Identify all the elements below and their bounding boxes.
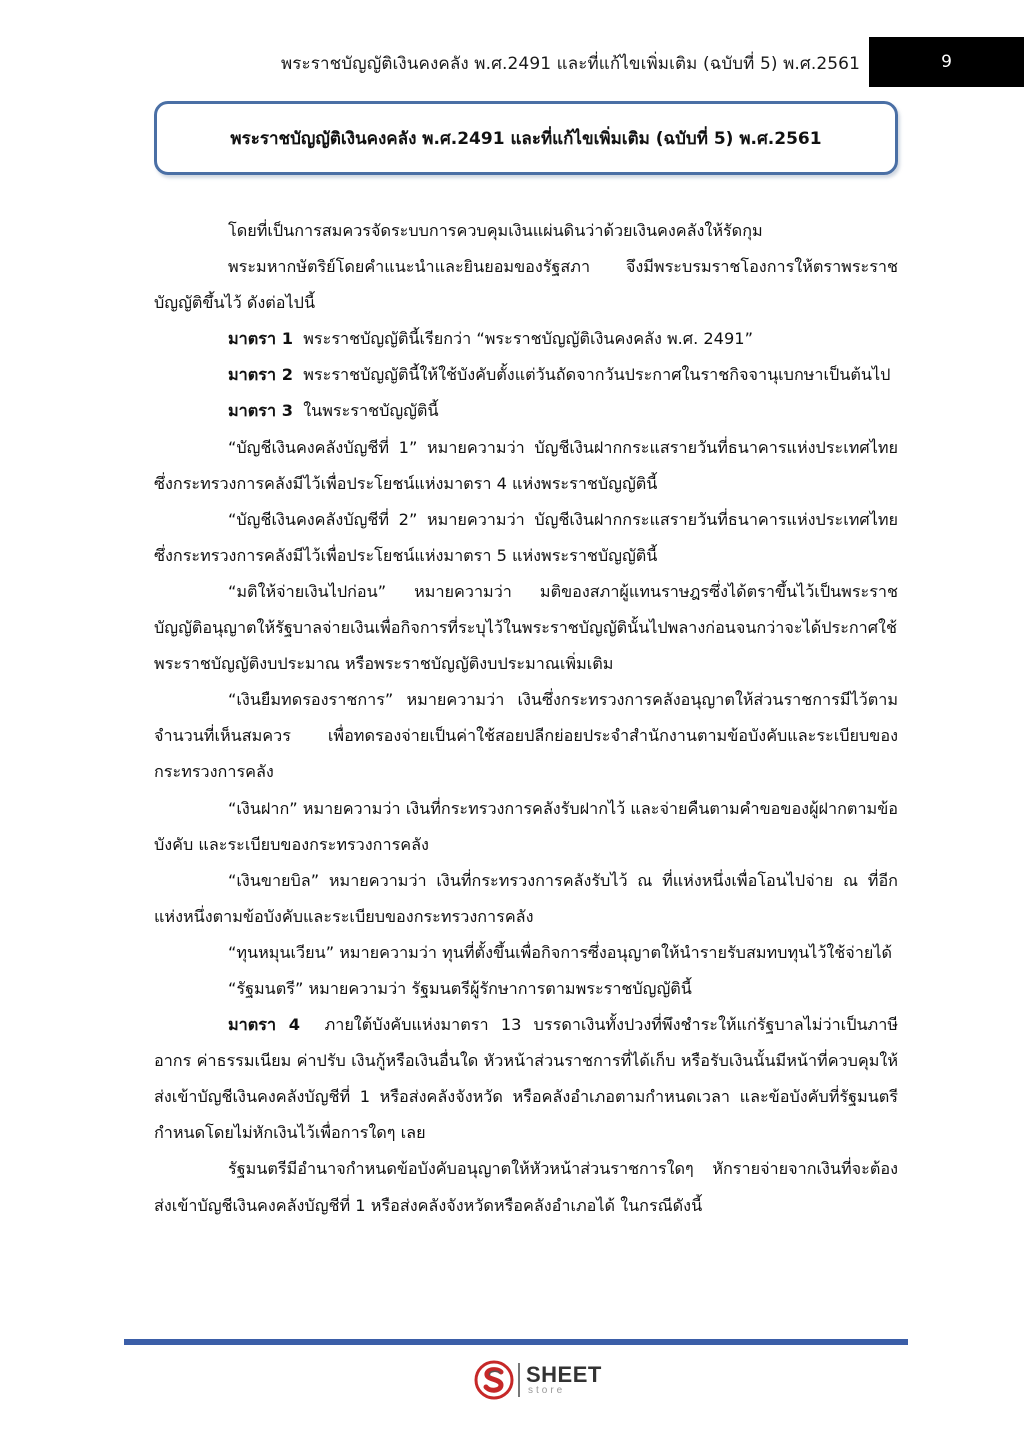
definition: “บัญชีเงินคงคลังบัญชีที่ 1” หมายความว่า บัญชีเงินฝากกระแสรายวันที่ธนาคารแห่งประเทศไทย ซึ่งกระทรวงการคลังมีไว้เพื่อประโยชน์แห่งมาตรา 4 แห่งพระราชบัญญัตินี้ xyxy=(154,437,898,493)
paragraph-exemption: รัฐมนตรีมีอำนาจกำหนดข้อบังคับอนุญาตให้หัวหน้าส่วนราชการใดๆ หักรายจ่ายจากเงินที่จะต้องส่งเข้าบัญชีเงินคงคลังบัญชีที่ 1 หรือส่งคลังจังหวัดหรือคลังอำเภอได้ ในกรณีดังนี้ xyxy=(154,1159,898,1215)
page-number: 9 xyxy=(869,37,1024,87)
logo-wordmark xyxy=(526,1364,602,1396)
section-1 xyxy=(154,321,898,357)
section-label: มาตรา 2 xyxy=(228,365,293,385)
section-text: ในพระราชบัญญัตินี้ xyxy=(303,401,439,421)
definition: “ทุนหมุนเวียน” หมายความว่า ทุนที่ตั้งขึ้นเพื่อกิจการซึ่งอนุญาตให้นำรายรับสมทบทุนไว้ใช้จ่ายได้ xyxy=(228,942,893,962)
definition: “รัฐมนตรี” หมายความว่า รัฐมนตรีผู้รักษาการตามพระราชบัญญัตินี้ xyxy=(228,978,692,998)
section-label: มาตรา 4 xyxy=(228,1015,301,1035)
sheet-store-logo xyxy=(474,1358,614,1402)
section-label: มาตรา 1 xyxy=(228,329,293,349)
definition: “เงินยืมทดรองราชการ” หมายความว่า เงินซึ่งกระทรวงการคลังอนุญาตให้ส่วนราชการมีไว้ตามจำนวนที่เห็นสมควร เพื่อทดรองจ่ายเป็นค่าใช้สอยปลีกย่อยประจำสำนักงานตามข้อบังคับและระเบียบของกระทรวงการคลัง xyxy=(154,690,898,782)
paragraph-enactment: พระมหากษัตริย์โดยคำแนะนำและยินยอมของรัฐสภา จึงมีพระบรมราชโองการให้ตราพระราชบัญญัติขึ้นไว้ ดังต่อไปนี้ xyxy=(154,257,898,313)
definition: “เงินฝาก” หมายความว่า เงินที่กระทรวงการคลังรับฝากไว้ และจ่ายคืนตามคำขอของผู้ฝากตามข้อบังคับ และระเบียบของกระทรวงการคลัง xyxy=(154,798,898,854)
section-2 xyxy=(154,357,898,393)
definition: “มติให้จ่ายเงินไปก่อน” หมายความว่า มติของสภาผู้แทนราษฎรซึ่งได้ตราขึ้นไว้เป็นพระราชบัญญัติอนุญาตให้รัฐบาลจ่ายเงินเพื่อกิจการที่ระบุไว้ในพระราชบัญญัตินั้นไปพลางก่อนจนกว่าจะได้ประกาศใช้พระราชบัญญัติงบประมาณ หรือพระราชบัญญัติงบประมาณเพิ่มเติม xyxy=(154,581,898,674)
section-text: พระราชบัญญัตินี้เรียกว่า “พระราชบัญญัติเงินคงคลัง พ.ศ. 2491” xyxy=(303,329,753,349)
document-title: พระราชบัญญัติเงินคงคลัง พ.ศ.2491 และที่แก้ไขเพิ่มเติม (ฉบับที่ 5) พ.ศ.2561 xyxy=(230,128,822,149)
document-body xyxy=(154,213,898,1224)
definition: “เงินขายบิล” หมายความว่า เงินที่กระทรวงการคลังรับไว้ ณ ที่แห่งหนึ่งเพื่อโอนไปจ่าย ณ ที่อีกแห่งหนึ่งตามข้อบังคับและระเบียบของกระทรวงการคลัง xyxy=(154,870,898,926)
definition: “บัญชีเงินคงคลังบัญชีที่ 2” หมายความว่า บัญชีเงินฝากกระแสรายวันที่ธนาคารแห่งประเทศไทย ซึ่งกระทรวงการคลังมีไว้เพื่อประโยชน์แห่งมาตรา 5 แห่งพระราชบัญญัตินี้ xyxy=(154,509,898,565)
s-logo-icon xyxy=(474,1360,514,1400)
section-4 xyxy=(154,1007,898,1151)
section-label: มาตรา 3 xyxy=(228,401,293,421)
footer-rule xyxy=(124,1339,908,1345)
running-header: พระราชบัญญัติเงินคงคลัง พ.ศ.2491 และที่แก้ไขเพิ่มเติม (ฉบับที่ 5) พ.ศ.2561 xyxy=(281,54,860,74)
logo-main-text: SHEET xyxy=(526,1362,602,1387)
section-3 xyxy=(154,393,898,429)
section-text: พระราชบัญญัตินี้ให้ใช้บังคับตั้งแต่วันถัดจากวันประกาศในราชกิจจานุเบกษาเป็นต้นไป xyxy=(303,365,891,385)
title-box xyxy=(154,101,898,175)
section-text: ภายใต้บังคับแห่งมาตรา 13 บรรดาเงินทั้งปวงที่พึงชำระให้แก่รัฐบาลไม่ว่าเป็นภาษีอากร ค่าธรรมเนียม ค่าปรับ เงินกู้หรือเงินอื่นใด หัวหน้าส่วนราชการที่ได้เก็บ หรือรับเงินนั้นมีหน้าที่ควบคุมให้ส่งเข้าบัญชีเงินคงคลังบัญชีที่ 1 หรือส่งคลังจังหวัด หรือคลังอำเภอตามกำหนดเวลา และข้อบังคับที่รัฐมนตรีกำหนดโดยไม่หักเงินไว้เพื่อการใดๆ เลย xyxy=(154,1015,898,1143)
paragraph-preamble: โดยที่เป็นการสมควรจัดระบบการควบคุมเงินแผ่นดินว่าด้วยเงินคงคลังให้รัดกุม xyxy=(228,221,763,240)
logo-sub-text: store xyxy=(528,1385,566,1396)
logo-divider xyxy=(518,1363,520,1397)
